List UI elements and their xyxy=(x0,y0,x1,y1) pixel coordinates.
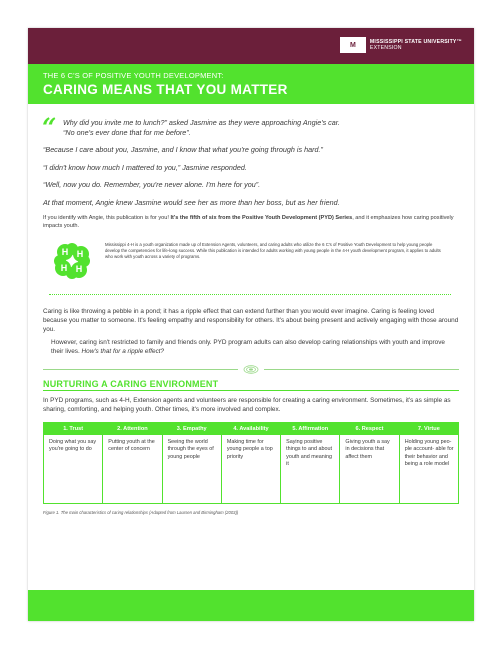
table-header: 1. Trust xyxy=(44,423,102,435)
quote-mark-icon: “ xyxy=(42,113,57,142)
logo-line2: EXTENSION xyxy=(369,45,402,51)
document-page xyxy=(28,28,474,621)
quote-line-3: “I didn't know how much I mattered to you,” Jasmine responded. xyxy=(43,162,247,172)
table-header: 5. Affirmation xyxy=(281,423,339,435)
section-paragraph: In PYD programs, such as 4-H, Extension agents and volunteers are responsible for creating a caring environment. Sometimes, it's as simple as sharing, comforting, and helping youth. Other times, it's more involved and complex. xyxy=(43,397,451,413)
msu-logo-mark: M xyxy=(340,37,366,53)
table-column xyxy=(103,423,162,503)
quote-line-1: Why did you invite me to lunch?” asked Jasmine as they were approaching Angie's car. “No one's ever done that for me before”. xyxy=(63,118,340,137)
section-heading: NURTURING A CARING ENVIRONMENT xyxy=(43,379,219,389)
table-header: 7. Virtue xyxy=(400,423,458,435)
header-bar xyxy=(28,28,474,64)
title-banner xyxy=(28,64,474,104)
footer-bar xyxy=(28,590,474,621)
body-paragraph-1: Caring is like throwing a pebble in a pond; it has a ripple effect that can extend further than you would ever imagine. Caring is feeling loved because you matter to someone. It's feeling empathy and responsibility for others. It's about being present and actively engaging with those around you. xyxy=(43,308,459,333)
page-title: CARING MEANS THAT YOU MATTER xyxy=(43,82,288,97)
content xyxy=(28,113,474,515)
svg-text:H: H xyxy=(75,264,83,274)
quote-line-4: “Well, now you do. Remember, you're never alone. I'm here for you”. xyxy=(43,180,261,189)
table-cell: Giving youth a say in decisions that affect them xyxy=(345,439,390,460)
ripple-icon xyxy=(243,365,259,374)
table-column xyxy=(222,423,281,503)
fourh-info xyxy=(43,240,459,282)
table-cell: Seeing the world through the eyes of young people xyxy=(167,439,214,460)
fourh-description: Mississippi 4-H is a youth organization made up of Extension Agents, volunteers, and caring adults who utilize the 6 C's of Positive Youth Development to help young people develop the competencies for life-long success. While this publication is intended for adults working with young people in the 4-H youth development program, it applies to adults who work with youth across a variety of programs. xyxy=(105,242,441,260)
table-header: 3. Empathy xyxy=(163,423,221,435)
ripple-divider xyxy=(43,365,459,374)
svg-text:H: H xyxy=(76,249,84,259)
table-header: 6. Respect xyxy=(340,423,398,435)
table-column xyxy=(340,423,399,503)
table-cell: Making time for young people a top priority xyxy=(226,439,273,460)
svg-text:H: H xyxy=(60,263,68,273)
table-cell: Doing what you say you're going to do xyxy=(49,439,97,453)
dotted-divider xyxy=(49,294,451,295)
caring-characteristics-table xyxy=(43,422,459,504)
body-paragraph-2: However, caring isn't restricted to family and friends only. PYD program adults can also develop caring relationships with youth and improve their lives. How's that for a ripple effect? xyxy=(51,339,445,355)
table-cell: Holding young peo- ple account- able for their behavior and being a role model xyxy=(404,439,454,468)
msu-extension-logo xyxy=(340,37,462,53)
quote-block xyxy=(42,113,459,207)
intro-paragraph: If you identify with Angie, this publication is for you! It's the fifth of six from the Positive Youth Development (PYD) Series, and it emphasizes how caring positively impacts youth. xyxy=(43,215,454,229)
table-column xyxy=(44,423,103,503)
svg-text:H: H xyxy=(61,247,69,257)
quote-line-5: At that moment, Angie knew Jasmine would see her as more than her boss, but as her friend. xyxy=(43,197,340,207)
section-rule xyxy=(43,390,459,391)
table-column xyxy=(163,423,222,503)
table-cell: Putting youth at the center of concern xyxy=(108,439,155,453)
table-header: 2. Attention xyxy=(103,423,161,435)
table-column xyxy=(281,423,340,503)
logo-line1: MISSISSIPPI STATE UNIVERSITY™ xyxy=(369,38,462,45)
table-cell: Saying positive things to and about youth and meaning it xyxy=(286,439,332,468)
series-kicker: THE 6 C'S OF POSITIVE YOUTH DEVELOPMENT: xyxy=(43,71,224,80)
table-column xyxy=(400,423,458,503)
table-header: 4. Availability xyxy=(222,423,280,435)
figure-caption: Figure 1. The main characteristics of caring relationships (Adapted from Laursen and Birmingham (2003)) xyxy=(43,510,239,515)
quote-line-2: “Because I care about you, Jasmine, and I know that what you're going through is hard.” xyxy=(43,145,323,154)
4h-clover-icon xyxy=(51,240,93,282)
